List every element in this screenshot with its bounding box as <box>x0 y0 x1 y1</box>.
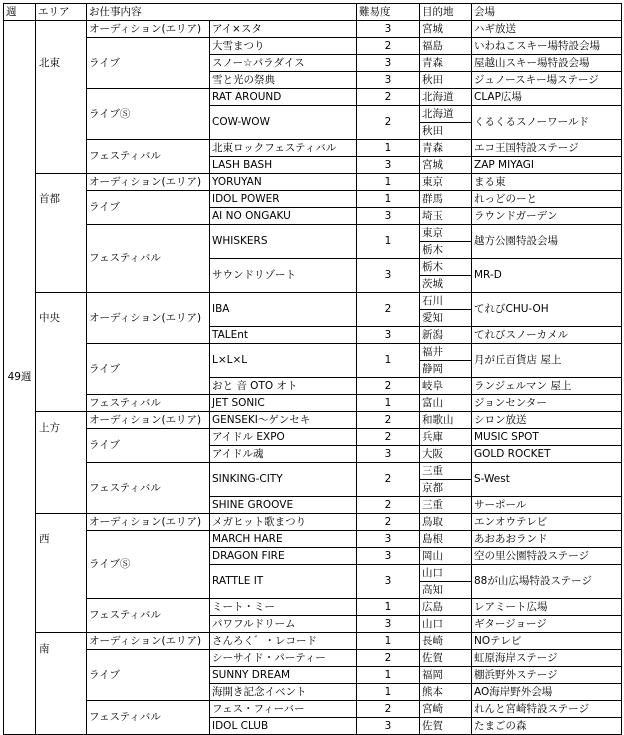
destination-cell: 和歌山 <box>420 412 472 429</box>
destination-cell: 佐賀 <box>420 650 472 667</box>
table-row <box>4 395 622 412</box>
destination-cell: 石川 <box>420 293 472 310</box>
event-name-cell: おと 音 OTO オト <box>210 378 357 395</box>
destination-cell: 高知 <box>420 582 472 599</box>
header-destination: 目的地 <box>420 4 472 21</box>
schedule-table <box>3 3 622 735</box>
venue-cell: まる東 <box>472 174 622 191</box>
header-venue: 会場 <box>472 4 622 21</box>
venue-cell: くるくるスノーワールド <box>472 106 622 140</box>
header-content: お仕事内容 <box>87 4 357 21</box>
area-cell: 中央 <box>36 293 87 412</box>
destination-cell: 栃木 <box>420 242 472 259</box>
work-type-cell: ライブ <box>87 38 210 89</box>
destination-cell: 三重 <box>420 497 472 514</box>
venue-cell: たまごの森 <box>472 718 622 735</box>
event-name-cell: スノー☆パラダイス <box>210 55 357 72</box>
header-week: 週 <box>4 4 36 21</box>
venue-cell: MUSIC SPOT <box>472 429 622 446</box>
event-name-cell: SUNNY DREAM <box>210 667 357 684</box>
table-row <box>4 599 622 616</box>
venue-cell: れんと宮崎特設ステージ <box>472 701 622 718</box>
work-type-cell: オーディション(エリア) <box>87 21 210 38</box>
difficulty-cell: 2 <box>357 38 420 55</box>
venue-cell: 88が山広場特設ステージ <box>472 565 622 599</box>
difficulty-cell: 1 <box>357 344 420 378</box>
destination-cell: 福岡 <box>420 667 472 684</box>
difficulty-cell: 2 <box>357 412 420 429</box>
venue-cell: あおあおランド <box>472 531 622 548</box>
area-cell: 西 <box>36 514 87 633</box>
difficulty-cell: 2 <box>357 293 420 327</box>
venue-cell: AO海岸野外会場 <box>472 684 622 701</box>
difficulty-cell: 2 <box>357 701 420 718</box>
venue-cell: 越方公園特設会場 <box>472 225 622 259</box>
difficulty-cell: 2 <box>357 89 420 106</box>
destination-cell: 鳥取 <box>420 514 472 531</box>
difficulty-cell: 3 <box>357 616 420 633</box>
difficulty-cell: 3 <box>357 208 420 225</box>
week-cell: 49週 <box>4 21 36 735</box>
destination-cell: 熊本 <box>420 684 472 701</box>
header-difficulty: 難易度 <box>357 4 420 21</box>
work-type-cell: ライブⓈ <box>87 89 210 140</box>
destination-cell: 佐賀 <box>420 718 472 735</box>
work-type-cell: フェスティバル <box>87 463 210 514</box>
table-row <box>4 140 622 157</box>
table-row <box>4 344 622 361</box>
difficulty-cell: 2 <box>357 497 420 514</box>
destination-cell: 京都 <box>420 480 472 497</box>
work-type-cell: フェスティバル <box>87 701 210 735</box>
venue-cell: 棚浜野外ステージ <box>472 667 622 684</box>
destination-cell: 山口 <box>420 565 472 582</box>
venue-cell: ギタージョージ <box>472 616 622 633</box>
event-name-cell: 北東ロックフェスティバル <box>210 140 357 157</box>
difficulty-cell: 1 <box>357 684 420 701</box>
event-name-cell: シーサイド・パーティー <box>210 650 357 667</box>
venue-cell: レアミート広場 <box>472 599 622 616</box>
destination-cell: 東京 <box>420 174 472 191</box>
work-type-cell: フェスティバル <box>87 140 210 174</box>
venue-cell: エコ王国特設ステージ <box>472 140 622 157</box>
event-name-cell: MARCH HARE <box>210 531 357 548</box>
difficulty-cell: 1 <box>357 174 420 191</box>
destination-cell: 栃木 <box>420 259 472 276</box>
area-cell: 上方 <box>36 412 87 514</box>
difficulty-cell: 3 <box>357 718 420 735</box>
venue-cell: ラウンドガーデン <box>472 208 622 225</box>
event-name-cell: さんろく゛・レコード <box>210 633 357 650</box>
event-name-cell: SINKING-CITY <box>210 463 357 497</box>
difficulty-cell: 2 <box>357 429 420 446</box>
destination-cell: 北海道 <box>420 106 472 123</box>
difficulty-cell: 3 <box>357 21 420 38</box>
difficulty-cell: 2 <box>357 650 420 667</box>
event-name-cell: IDOL POWER <box>210 191 357 208</box>
destination-cell: 三重 <box>420 463 472 480</box>
event-name-cell: LASH BASH <box>210 157 357 174</box>
difficulty-cell: 1 <box>357 667 420 684</box>
destination-cell: 長崎 <box>420 633 472 650</box>
destination-cell: 兵庫 <box>420 429 472 446</box>
event-name-cell: フェス・フィーバー <box>210 701 357 718</box>
difficulty-cell: 3 <box>357 259 420 293</box>
event-name-cell: RAT AROUND <box>210 89 357 106</box>
work-type-cell: フェスティバル <box>87 225 210 293</box>
difficulty-cell: 1 <box>357 599 420 616</box>
work-type-cell: ライブ <box>87 429 210 463</box>
event-name-cell: 海開き記念イベント <box>210 684 357 701</box>
destination-cell: 宮城 <box>420 21 472 38</box>
event-name-cell: GENSEKI～ゲンセキ <box>210 412 357 429</box>
venue-cell: ジョンセンター <box>472 395 622 412</box>
venue-cell: GOLD ROCKET <box>472 446 622 463</box>
event-name-cell: パワフルドリーム <box>210 616 357 633</box>
header-row <box>4 4 622 21</box>
venue-cell: NOテレビ <box>472 633 622 650</box>
event-name-cell: RATTLE IT <box>210 565 357 599</box>
destination-cell: 大阪 <box>420 446 472 463</box>
destination-cell: 青森 <box>420 140 472 157</box>
table-row <box>4 429 622 446</box>
destination-cell: 愛知 <box>420 310 472 327</box>
difficulty-cell: 1 <box>357 395 420 412</box>
work-type-cell: フェスティバル <box>87 395 210 412</box>
difficulty-cell: 3 <box>357 446 420 463</box>
event-name-cell: L×L×L <box>210 344 357 378</box>
difficulty-cell: 2 <box>357 378 420 395</box>
destination-cell: 新潟 <box>420 327 472 344</box>
venue-cell: てれびCHU-OH <box>472 293 622 327</box>
destination-cell: 島根 <box>420 531 472 548</box>
work-type-cell: オーディション(エリア) <box>87 514 210 531</box>
venue-cell: ZAP MIYAGI <box>472 157 622 174</box>
work-type-cell: フェスティバル <box>87 599 210 633</box>
venue-cell: 虹原海岸ステージ <box>472 650 622 667</box>
destination-cell: 秋田 <box>420 72 472 89</box>
work-type-cell: ライブ <box>87 650 210 701</box>
venue-cell: いわねこスキー場特設会場 <box>472 38 622 55</box>
difficulty-cell: 1 <box>357 225 420 259</box>
destination-cell: 富山 <box>420 395 472 412</box>
difficulty-cell: 1 <box>357 633 420 650</box>
table-row <box>4 531 622 548</box>
destination-cell: 北海道 <box>420 89 472 106</box>
venue-cell: 月が丘百貨店 屋上 <box>472 344 622 378</box>
event-name-cell: YORUYAN <box>210 174 357 191</box>
destination-cell: 青森 <box>420 55 472 72</box>
work-type-cell: ライブ <box>87 344 210 395</box>
difficulty-cell: 3 <box>357 327 420 344</box>
destination-cell: 群馬 <box>420 191 472 208</box>
table-row <box>4 463 622 480</box>
area-cell: 南 <box>36 633 87 735</box>
table-row <box>4 191 622 208</box>
venue-cell: てれびスノーカメル <box>472 327 622 344</box>
venue-cell: MR-D <box>472 259 622 293</box>
event-name-cell: アイドル魂 <box>210 446 357 463</box>
destination-cell: 福島 <box>420 38 472 55</box>
difficulty-cell: 3 <box>357 157 420 174</box>
venue-cell: サーポール <box>472 497 622 514</box>
venue-cell: 屋越山スキー場特設会場 <box>472 55 622 72</box>
event-name-cell: AI NO ONGAKU <box>210 208 357 225</box>
event-name-cell: IBA <box>210 293 357 327</box>
work-type-cell: ライブ <box>87 191 210 225</box>
venue-cell: エンオウテレビ <box>472 514 622 531</box>
difficulty-cell: 3 <box>357 531 420 548</box>
event-name-cell: JET SONIC <box>210 395 357 412</box>
destination-cell: 東京 <box>420 225 472 242</box>
difficulty-cell: 1 <box>357 191 420 208</box>
destination-cell: 宮崎 <box>420 701 472 718</box>
table-row <box>4 89 622 106</box>
table-row <box>4 633 622 650</box>
table-row <box>4 514 622 531</box>
event-name-cell: ミート・ミー <box>210 599 357 616</box>
area-cell: 首都 <box>36 174 87 293</box>
venue-cell: S-West <box>472 463 622 497</box>
destination-cell: 山口 <box>420 616 472 633</box>
venue-cell: 空の里公園特設ステージ <box>472 548 622 565</box>
event-name-cell: 雪と光の祭典 <box>210 72 357 89</box>
difficulty-cell: 3 <box>357 565 420 599</box>
event-name-cell: IDOL CLUB <box>210 718 357 735</box>
destination-cell: 秋田 <box>420 123 472 140</box>
event-name-cell: アイドル EXPO <box>210 429 357 446</box>
event-name-cell: DRAGON FIRE <box>210 548 357 565</box>
venue-cell: シロン放送 <box>472 412 622 429</box>
destination-cell: 岐阜 <box>420 378 472 395</box>
header-area: エリア <box>36 4 87 21</box>
table-row <box>4 412 622 429</box>
area-cell: 北東 <box>36 21 87 174</box>
difficulty-cell: 2 <box>357 514 420 531</box>
event-name-cell: SHINE GROOVE <box>210 497 357 514</box>
venue-cell: CLAP広場 <box>472 89 622 106</box>
table-row <box>4 38 622 55</box>
work-type-cell: オーディション(エリア) <box>87 174 210 191</box>
work-type-cell: オーディション(エリア) <box>87 293 210 344</box>
event-name-cell: サウンドリゾート <box>210 259 357 293</box>
difficulty-cell: 1 <box>357 140 420 157</box>
venue-cell: ハギ放送 <box>472 21 622 38</box>
event-name-cell: TALEnt <box>210 327 357 344</box>
event-name-cell: COW-WOW <box>210 106 357 140</box>
difficulty-cell: 2 <box>357 463 420 497</box>
difficulty-cell: 3 <box>357 72 420 89</box>
difficulty-cell: 3 <box>357 55 420 72</box>
table-row <box>4 293 622 310</box>
work-type-cell: オーディション(エリア) <box>87 412 210 429</box>
work-type-cell: オーディション(エリア) <box>87 633 210 650</box>
destination-cell: 岡山 <box>420 548 472 565</box>
work-type-cell: ライブⓈ <box>87 531 210 599</box>
difficulty-cell: 2 <box>357 106 420 140</box>
venue-cell: れっどのーと <box>472 191 622 208</box>
table-row <box>4 650 622 667</box>
event-name-cell: アイ×スタ <box>210 21 357 38</box>
destination-cell: 広島 <box>420 599 472 616</box>
destination-cell: 静岡 <box>420 361 472 378</box>
destination-cell: 茨城 <box>420 276 472 293</box>
event-name-cell: WHISKERS <box>210 225 357 259</box>
table-row <box>4 701 622 718</box>
table-row <box>4 21 622 38</box>
event-name-cell: メガヒット歌まつり <box>210 514 357 531</box>
table-row <box>4 174 622 191</box>
table-row <box>4 225 622 242</box>
destination-cell: 宮城 <box>420 157 472 174</box>
venue-cell: ランジェルマン 屋上 <box>472 378 622 395</box>
venue-cell: ジュノースキー場ステージ <box>472 72 622 89</box>
difficulty-cell: 3 <box>357 548 420 565</box>
event-name-cell: 大雪まつり <box>210 38 357 55</box>
destination-cell: 埼玉 <box>420 208 472 225</box>
destination-cell: 福井 <box>420 344 472 361</box>
